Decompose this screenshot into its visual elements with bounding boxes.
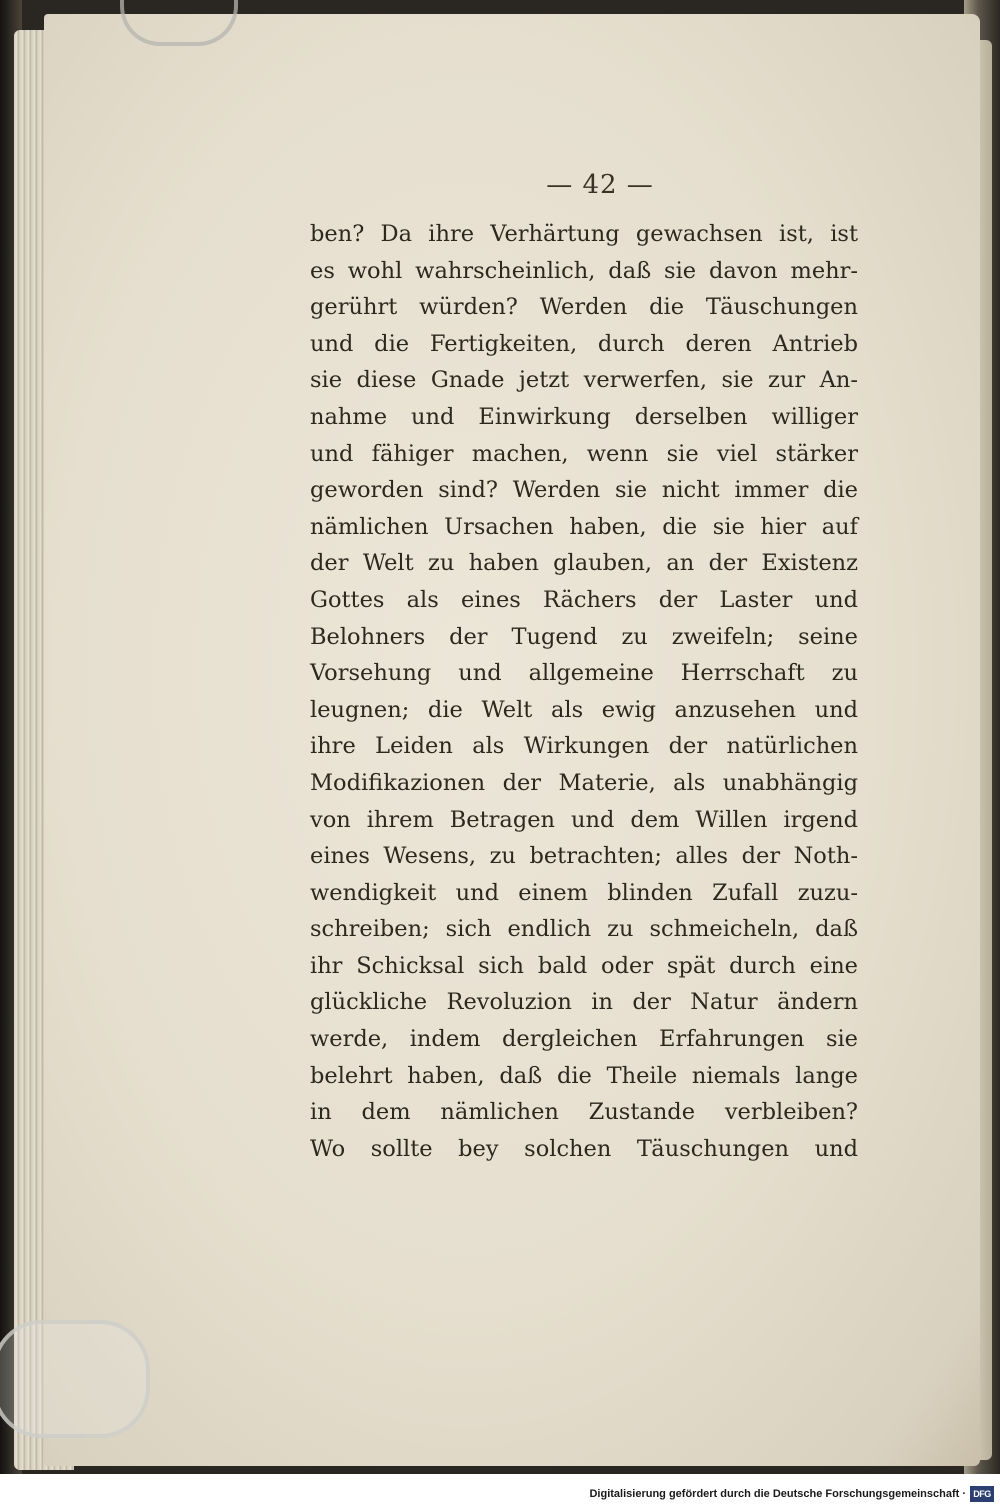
footer-strip xyxy=(0,1474,1000,1508)
text-line: in dem nämlichen Zustande verbleiben? xyxy=(310,1099,858,1126)
text-line: nahme und Einwirkung derselben williger xyxy=(310,403,858,430)
text-line: schreiben; sich endlich zu schmeicheln, daß xyxy=(310,916,858,943)
text-line: Vorsehung und allgemeine Herrschaft zu xyxy=(310,660,858,687)
text-line: Belohners der Tugend zu zweifeln; seine xyxy=(310,623,858,650)
text-line: Gottes als eines Rächers der Laster und xyxy=(310,586,858,613)
top-clip xyxy=(120,0,238,46)
page-body-text xyxy=(310,216,858,1167)
text-line: Modifikazionen der Materie, als unabhängig xyxy=(310,769,858,796)
page-number: — 42 — xyxy=(546,170,654,200)
text-line: nämlichen Ursachen haben, die sie hier auf xyxy=(310,513,858,540)
text-line: gerührt würden? Werden die Täuschungen xyxy=(310,294,858,321)
text-line: der Welt zu haben glauben, an der Existenz xyxy=(310,550,858,577)
text-line: Wo sollte bey solchen Täuschungen und xyxy=(310,1135,858,1162)
text-line: ihr Schicksal sich bald oder spät durch eine xyxy=(310,952,858,979)
text-line: und die Fertigkeiten, durch deren Antrieb xyxy=(310,330,858,357)
text-line: es wohl wahrscheinlich, daß sie davon mehr- xyxy=(310,257,858,284)
text-line: werde, indem dergleichen Erfahrungen sie xyxy=(310,1026,858,1053)
text-line: wendigkeit und einem blinden Zufall zuzu- xyxy=(310,879,858,906)
text-line: belehrt haben, daß die Theile niemals lange xyxy=(310,1062,858,1089)
funding-credit: Digitalisierung gefördert durch die Deutsche Forschungsgemeinschaft · xyxy=(589,1488,966,1500)
text-line: glückliche Revoluzion in der Natur ändern xyxy=(310,989,858,1016)
text-line: ihre Leiden als Wirkungen der natürlichen xyxy=(310,733,858,760)
text-line: eines Wesens, zu betrachten; alles der Noth- xyxy=(310,843,858,870)
text-line: sie diese Gnade jetzt verwerfen, sie zur An- xyxy=(310,367,858,394)
text-line: geworden sind? Werden sie nicht immer die xyxy=(310,477,858,504)
dfg-logo: DFG xyxy=(970,1486,994,1502)
text-line: leugnen; die Welt als ewig anzusehen und xyxy=(310,696,858,723)
text-line: von ihrem Betragen und dem Willen irgend xyxy=(310,806,858,833)
bottom-clip xyxy=(0,1320,150,1438)
text-line: und fähiger machen, wenn sie viel stärker xyxy=(310,440,858,467)
text-line: ben? Da ihre Verhärtung gewachsen ist, ist xyxy=(310,221,858,247)
